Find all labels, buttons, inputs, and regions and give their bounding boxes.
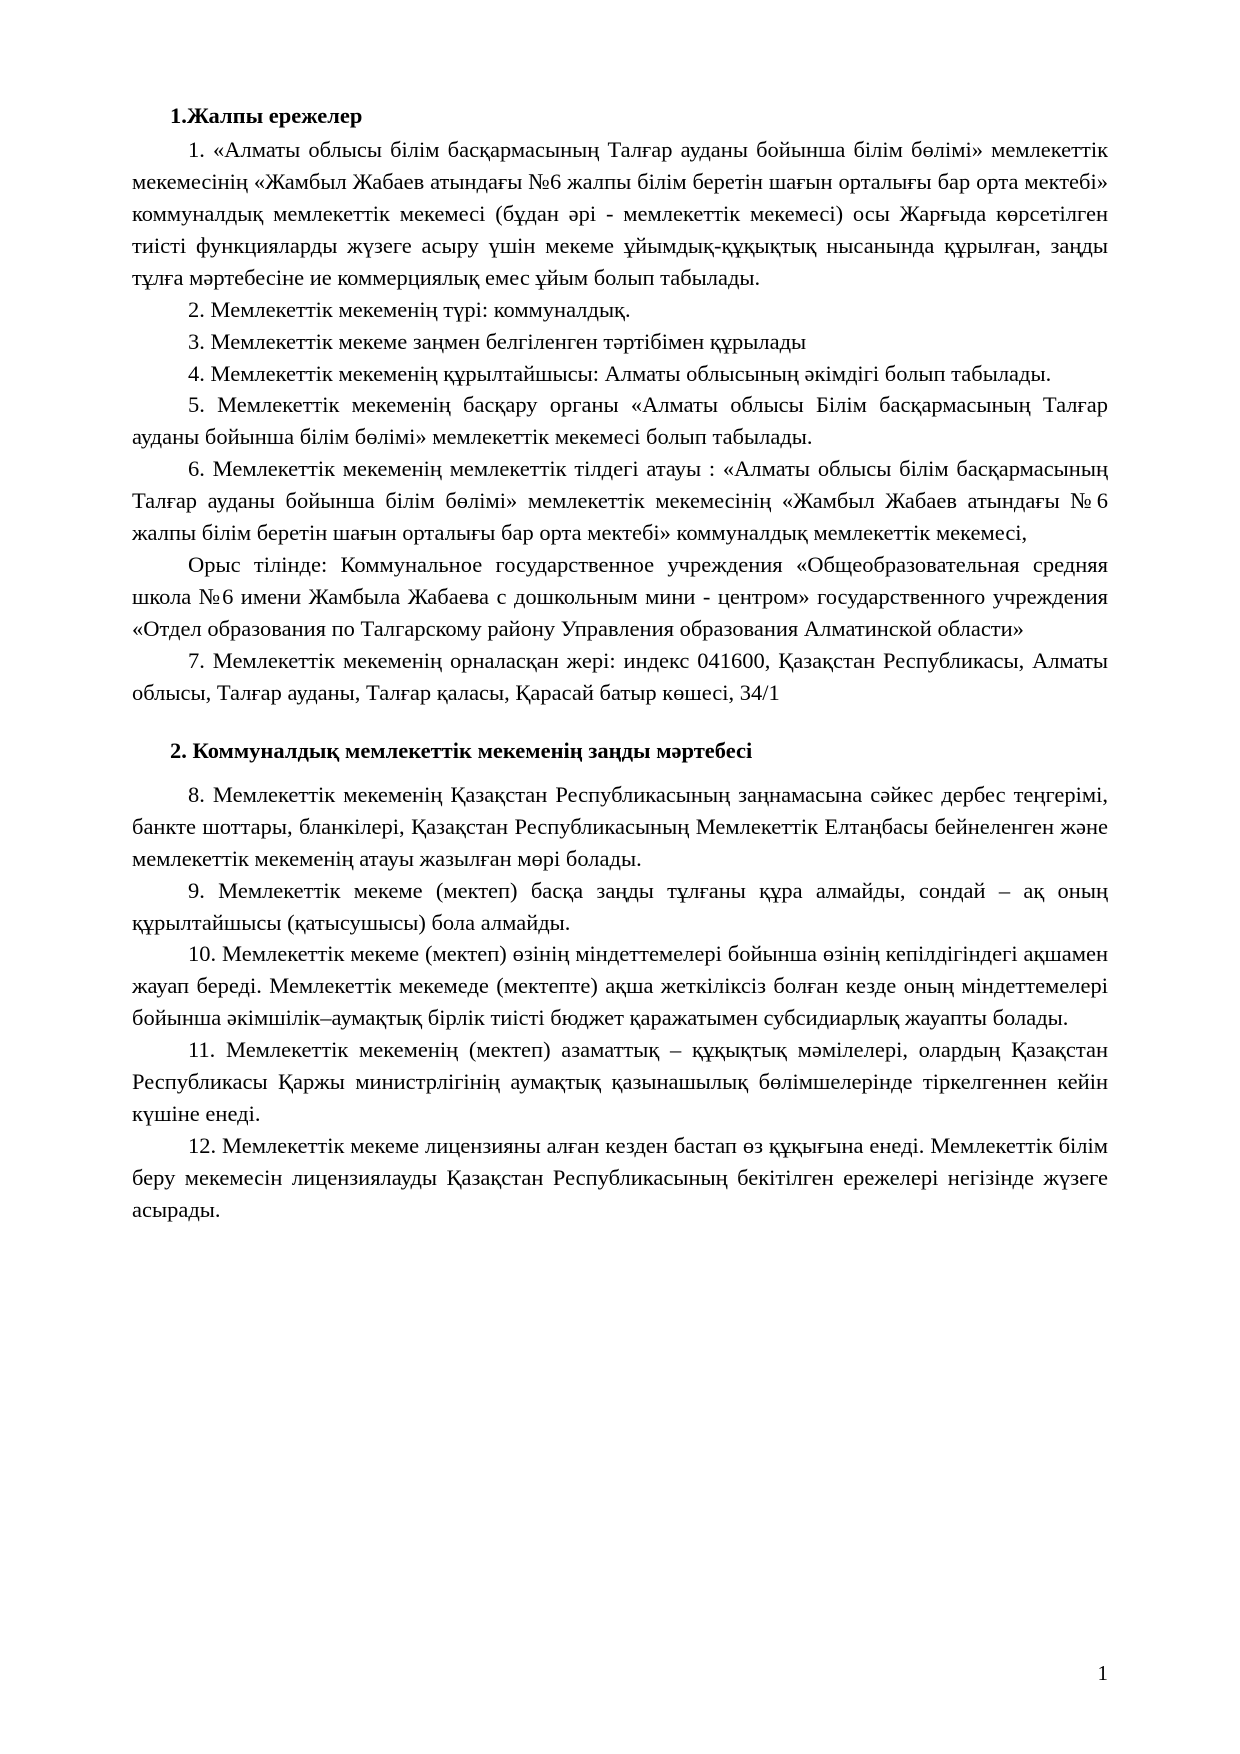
paragraph-9: 9. Мемлекеттік мекеме (мектеп) басқа заңды тұлғаны құра алмайды, сондай – ақ оның құрылтайшысы (қатысушысы) бола алмайды. [132, 877, 1108, 935]
paragraph-10: 10. Мемлекеттік мекеме (мектеп) өзінің міндеттемелері бойынша өзінің кепілдігіндегі ақшамен жауап береді. Мемлекеттік мекемеде (мектепте) ақша жеткіліксіз болған кезде оның міндеттемелері бойынша әкімшілік–аумақтық бірлік тиісті бюджет қаражатымен субсидиарлық жауапты болады. [132, 941, 1108, 1031]
paragraph-12: 12. Мемлекеттік мекеме лицензияны алған кезден бастап өз құқығына енеді. Мемлекеттік білім беру мекемесін лицензиялауды Қазақстан Республикасының бекітілген ережелері негізінде жүзеге асырады. [132, 1133, 1108, 1222]
paragraph-2: 2. Мемлекеттік мекеменің түрі: коммуналдық. [188, 296, 631, 322]
page-number: 1 [1097, 1661, 1108, 1685]
paragraph-4: 4. Мемлекеттік мекеменің құрылтайшысы: Алматы облысының әкімдігі болып табылады. [188, 360, 1052, 386]
paragraph-7: 7. Мемлекеттік мекеменің орналасқан жері: индекс 041600, Қазақстан Республикасы, Алматы облысы, Талғар ауданы, Талғар қаласы, Қарасай батыр көшесі, 34/1 [132, 647, 1108, 705]
section-2-heading: 2. Коммуналдық мемлекеттік мекеменің заңды мәртебесі [170, 737, 753, 763]
paragraph-8: 8. Мемлекеттік мекеменің Қазақстан Республикасының заңнамасына сәйкес дербес теңгерімі, банкте шоттары, бланкілері, Қазақстан Республикасының Мемлекеттік Елтаңбасы бейнеленген және мемлекеттік мекеменің атауы жазылған мөрі болады. [132, 781, 1108, 871]
paragraph-1: 1. «Алматы облысы білім басқармасының Талғар ауданы бойынша білім бөлімі» мемлекеттік мекемесінің «Жамбыл Жабаев атындағы №6 жалпы білім беретін шағын орталығы бар орта мектебі» коммуналдық мемлекеттік мекемесі (бұдан әрі - мемлекеттік мекемесі) осы Жарғыда көрсетілген тиісті функцияларды жүзеге асыру үшін мекеме ұйымдық-құқықтық нысанында құрылған, заңды тұлға мәртебесіне ие коммерциялық емес ұйым болып табылады. [132, 136, 1108, 290]
paragraph-11: 11. Мемлекеттік мекеменің (мектеп) азаматтық – құқықтық мәмілелері, олардың Қазақстан Республикасы Қаржы министрлігінің аумақтық қазынашылық бөлімшелерінде тіркелгеннен кейін күшіне енеді. [132, 1037, 1108, 1127]
paragraph-6-russian-name: Орыс тілінде: Коммунальное государственное учреждения «Общеобразовательная средняя школа №6 имени Жамбыла Жабаева с дошкольным мини - центром» государственного учреждения «Отдел образования по Талгарскому району Управления образования Алматинской области» [132, 552, 1108, 641]
document-body [132, 100, 1108, 1226]
paragraph-3: 3. Мемлекеттік мекеме заңмен белгіленген тәртібімен құрылады [188, 328, 807, 354]
section-1-heading: 1.Жалпы ережелер [170, 103, 363, 128]
paragraph-6: 6. Мемлекеттік мекеменің мемлекеттік тілдегі атауы : «Алматы облысы білім басқармасының Талғар ауданы бойынша білім бөлімі» мемлекеттік мекемесінің «Жамбыл Жабаев атындағы №6 жалпы білім беретін шағын орталығы бар орта мектебі» коммуналдық мемлекеттік мекемесі, [132, 456, 1108, 546]
paragraph-5: 5. Мемлекеттік мекеменің басқару органы «Алматы облысы Білім басқармасының Талғар ауданы бойынша білім бөлімі» мемлекеттік мекемесі болып табылады. [132, 392, 1108, 450]
